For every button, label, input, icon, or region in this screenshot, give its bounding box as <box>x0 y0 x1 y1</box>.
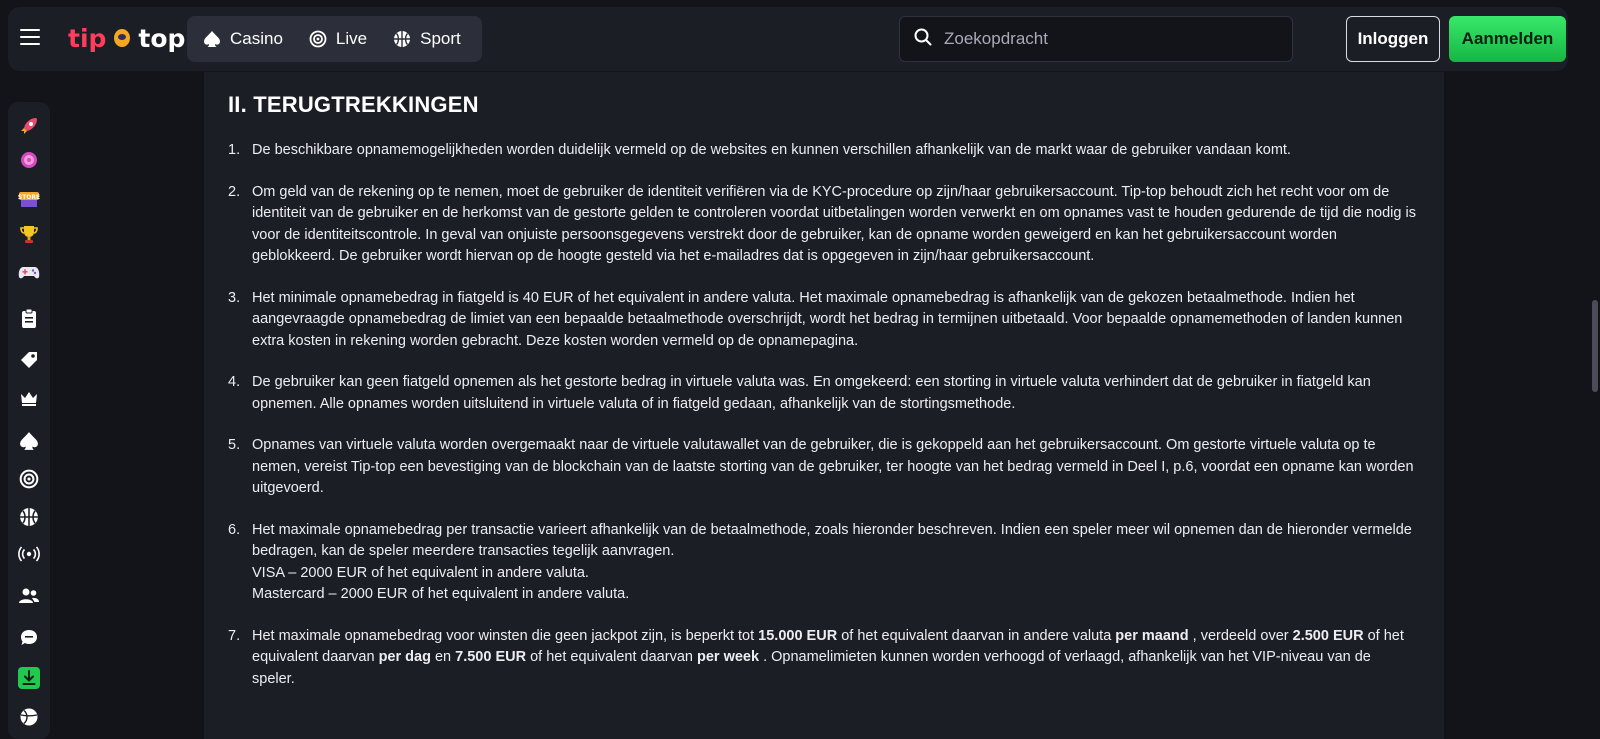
item-text: , verdeeld over <box>1188 627 1293 644</box>
item-number: 2. <box>228 183 241 200</box>
scrollbar[interactable] <box>1590 72 1600 739</box>
logo[interactable] <box>68 23 185 53</box>
search-icon <box>914 28 932 51</box>
item-bold: per dag <box>378 649 431 665</box>
item-number: 5. <box>228 437 241 453</box>
trophy-icon[interactable] <box>17 222 41 246</box>
item-text: of het equivalent daarvan in andere valuta <box>837 627 1116 644</box>
list-item <box>228 140 1416 162</box>
item-text: . Opnamelimieten kunnen worden verhoogd of verlaagd, afhankelijk van het VIP-niveau van de speler. <box>252 649 1371 687</box>
gamepad-icon[interactable] <box>17 260 41 284</box>
logo-top: top <box>138 23 186 53</box>
users-icon[interactable] <box>17 584 41 608</box>
item-bold: 15.000 EUR <box>758 627 838 644</box>
item-bold: per week <box>696 649 760 665</box>
basketball-icon[interactable] <box>17 505 41 529</box>
target-icon <box>309 30 327 48</box>
clipboard-icon[interactable] <box>17 307 41 331</box>
logo-tip: tip <box>68 23 107 53</box>
item-text: Het minimale opnamebedrag in fiatgeld is 40 EUR of het equivalent in andere valuta. Het maximale opnamebedrag is afhankelijk van de gekozen betaalmethode. Indien het aangevraagde opnamebedrag de limiet van een bepaalde betaalmethode overschrijdt, wordt het bedrag in termijnen uitbetaald. Voor bepaalde opnamemethoden of landen kunnen extra kosten in rekening worden gebracht. Deze kosten worden vermeld op de opnamepagina. <box>252 289 1403 349</box>
item-number: 1. <box>228 142 241 158</box>
target-icon[interactable] <box>17 467 41 491</box>
terms-list <box>228 140 1416 690</box>
item-text: De gebruiker kan geen fiatgeld opnemen als het gestorte bedrag in virtuele valuta was. En omgekeerd: een storting in virtuele valuta verhindert dat de gebruiker in fiatgeld kan opnemen. Alle opnames worden uitsluitend in virtuele valuta of in fiatgeld gedaan, afhankelijk van de stortingsmethode. <box>252 374 1371 412</box>
broadcast-icon[interactable] <box>17 542 41 566</box>
item-text: Het maximale opnamebedrag per transactie varieert afhankelijk van de betaalmethode, zoals hieronder beschreven. Indien een speler meer wil opnemen dan de hieronder vermelde bedragen, kan de speler meerdere transacties tegelijk aanvragen. <box>252 521 1412 559</box>
chat-icon[interactable] <box>17 626 41 650</box>
list-item <box>228 626 1416 691</box>
nav-casino-label: Casino <box>230 29 283 48</box>
spade-icon <box>203 30 221 48</box>
nav-sport-label: Sport <box>420 29 461 48</box>
nav-live-label: Live <box>335 29 368 48</box>
item-body <box>252 520 1416 606</box>
top-bar <box>8 7 1568 71</box>
item-text: of het equivalent daarvan <box>252 627 1404 665</box>
section-title: II. TERUGTREKKINGEN <box>228 92 479 117</box>
item-text: Om geld van de rekening op te nemen, moet de gebruiker de identiteit verifiëren via de KYC-procedure op zijn/haar gebruikersaccount. Tip-top behoudt zich het recht voor om de identiteit van de gebruiker en de herkomst van de gestorte gelden te controleren voordat uitbetalingen worden verwerkt en om opnames vast te houden gedurende de tijd die nodig is voor de identiteitscontrole. In geval van onjuiste persoonsgegevens verstrekt door de gebruiker, kan de opname worden geweigerd en kan het gebruikersaccount worden geblokkeerd. De gebruiker wordt hiervan op de hoogte gesteld via het e-mailadres dat is opgegeven in zijn/haar gebruikersaccount. <box>252 183 1416 264</box>
crown-icon[interactable] <box>17 386 41 410</box>
list-item <box>228 288 1416 353</box>
item-text: of het equivalent daarvan <box>526 649 697 665</box>
item-number: 4. <box>228 374 241 390</box>
basketball-icon <box>393 30 411 48</box>
item-number: 6. <box>228 521 241 538</box>
download-icon[interactable] <box>17 666 41 690</box>
item-bold: 2.500 EUR <box>1292 627 1364 644</box>
svg-text:STORE: STORE <box>17 194 41 201</box>
item-bold: 7.500 EUR <box>455 649 527 665</box>
nav-sport[interactable] <box>393 29 461 49</box>
rocket-icon[interactable] <box>17 114 41 138</box>
lollipop-icon[interactable] <box>17 149 41 173</box>
search-box[interactable] <box>899 16 1293 62</box>
item-bold: per maand <box>1115 627 1189 644</box>
login-button[interactable]: Inloggen <box>1346 16 1440 62</box>
store-icon[interactable] <box>17 186 41 210</box>
item-text: Opnames van virtuele valuta worden overgemaakt naar de virtuele valutawallet van de gebruiker, die is gekoppeld aan het gebruikersaccount. Om gestorte virtuele valuta op te nemen, vereist Tip-top een bevestiging van de blockchain van de laatste storting van de gebruiker, ter hoogte van het bedrag vermeld in Deel I, p.6, voordat een opname kan worden uitgevoerd. <box>252 437 1414 496</box>
list-item <box>228 372 1416 415</box>
ball-icon[interactable] <box>17 705 41 729</box>
item-text: Het maximale opnamebedrag voor winsten die geen jackpot zijn, is beperkt tot <box>252 627 759 644</box>
list-item <box>228 520 1416 606</box>
search-input[interactable] <box>944 29 1264 49</box>
item-mastercard-line: Mastercard – 2000 EUR of het equivalent in andere valuta. <box>252 586 630 602</box>
logo-mascot-icon <box>110 25 134 51</box>
scrollbar-thumb[interactable] <box>1592 300 1598 392</box>
item-visa-line: VISA – 2000 EUR of het equivalent in andere valuta. <box>252 564 589 581</box>
tag-icon[interactable] <box>17 348 41 372</box>
list-item <box>228 182 1416 268</box>
nav-live[interactable] <box>309 29 367 49</box>
item-body <box>252 626 1416 691</box>
item-number: 7. <box>228 627 241 644</box>
main-nav <box>187 16 482 62</box>
nav-casino[interactable] <box>203 29 283 49</box>
spade-icon[interactable] <box>17 429 41 453</box>
menu-icon[interactable] <box>20 29 40 45</box>
terms-content <box>204 72 1444 739</box>
sidebar <box>8 102 50 739</box>
item-number: 3. <box>228 289 241 306</box>
list-item <box>228 435 1416 500</box>
item-text: De beschikbare opnamemogelijkheden worden duidelijk vermeld op de websites en kunnen verschillen afhankelijk van de markt waar de gebruiker vandaan komt. <box>252 142 1291 158</box>
signup-button[interactable]: Aanmelden <box>1449 16 1566 62</box>
item-text: en <box>430 649 456 665</box>
